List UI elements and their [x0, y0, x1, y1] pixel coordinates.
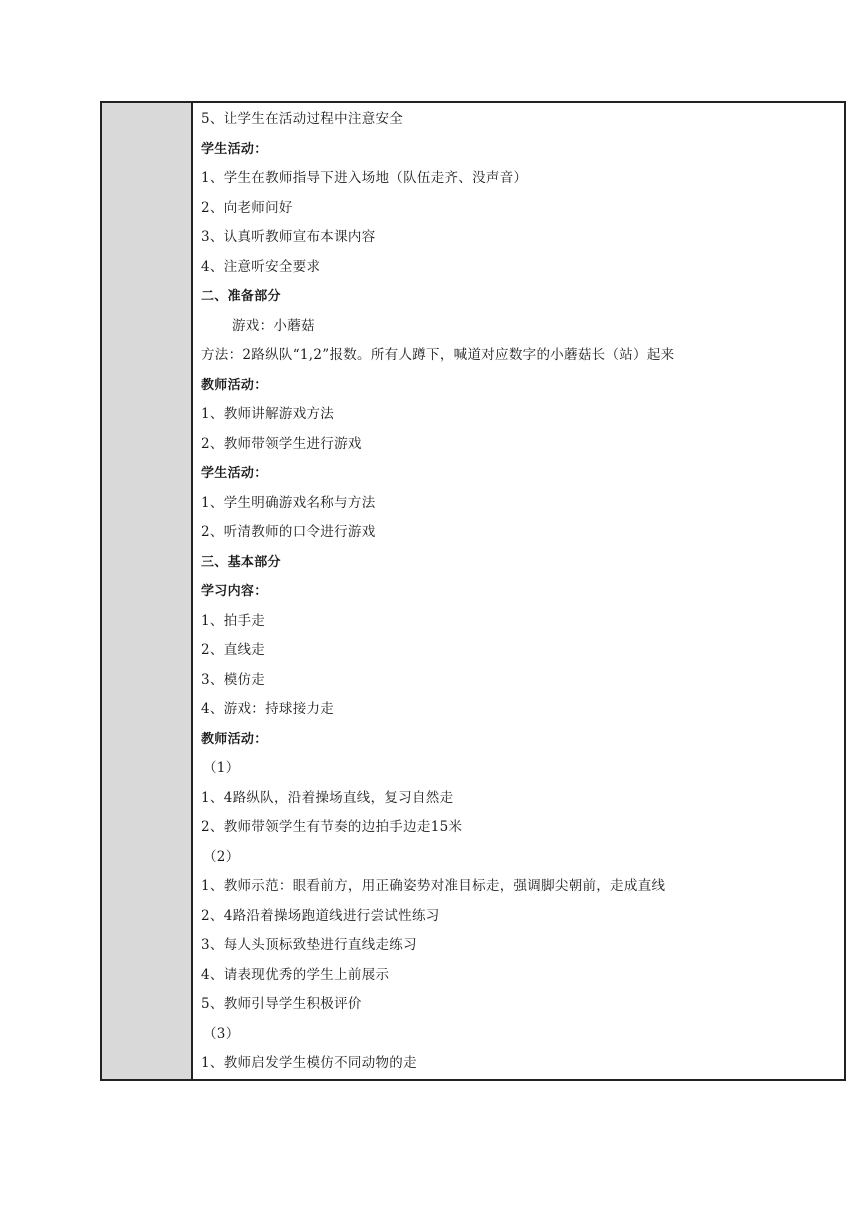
- section-heading: 学习内容：: [201, 584, 268, 599]
- content-line: 方法：2路纵队“1,2”报数。所有人蹲下，喊道对应数字的小蘑菇长（站）起来: [201, 347, 675, 363]
- content-line: 4、游戏：持球接力走: [201, 701, 335, 717]
- content-line: 5、教师引导学生积极评价: [201, 996, 362, 1012]
- content-line: 4、注意听安全要求: [201, 258, 321, 275]
- content-line: 1、4路纵队，沿着操场直线，复习自然走: [201, 789, 454, 806]
- content-line: 2、直线走: [201, 642, 266, 658]
- content-line: 1、教师示范：眼看前方，用正确姿势对准目标走，强调脚尖朝前，走成直线: [201, 878, 666, 894]
- content-line: 2、教师带领学生进行游戏: [201, 435, 362, 452]
- section-heading: 学生活动：: [201, 141, 268, 157]
- content-line: 1、学生明确游戏名称与方法: [201, 494, 376, 511]
- content-line: 1、学生在教师指导下进入场地（队伍走齐、没声音）: [201, 170, 528, 186]
- content-line: 5、让学生在活动过程中注意安全: [201, 111, 404, 127]
- content-line: 3、每人头顶标致垫进行直线走练习: [201, 937, 417, 953]
- content-line: 2、向老师问好: [201, 199, 293, 216]
- content-line: 2、听清教师的口令进行游戏: [201, 524, 376, 540]
- lesson-plan-table: [100, 101, 846, 1081]
- content-line: 2、4路沿着操场跑道线进行尝试性练习: [201, 907, 440, 924]
- content-line: 1、教师启发学生模仿不同动物的走: [201, 1055, 417, 1071]
- content-line: 2、教师带领学生有节奏的边拍手边走15米: [201, 819, 463, 835]
- content-line: 1、拍手走: [201, 612, 266, 629]
- section-heading: 教师活动：: [201, 377, 268, 393]
- content-line: （2）: [203, 848, 240, 865]
- section-heading: 学生活动：: [201, 466, 268, 481]
- table-content-column: [193, 103, 844, 1079]
- content-line: 4、请表现优秀的学生上前展示: [201, 966, 390, 983]
- section-heading: 教师活动：: [201, 731, 268, 747]
- content-line: （3）: [203, 1025, 240, 1042]
- section-heading: 二、准备部分: [201, 289, 281, 304]
- content-line: 1、教师讲解游戏方法: [201, 406, 335, 422]
- content-line: （1）: [203, 760, 240, 776]
- content-line: 3、模仿走: [201, 671, 266, 688]
- content-line: 游戏：小蘑菇: [232, 317, 315, 334]
- content-line: 3、认真听教师宣布本课内容: [201, 229, 376, 245]
- section-heading: 三、基本部分: [201, 554, 281, 570]
- table-label-column: [102, 103, 193, 1079]
